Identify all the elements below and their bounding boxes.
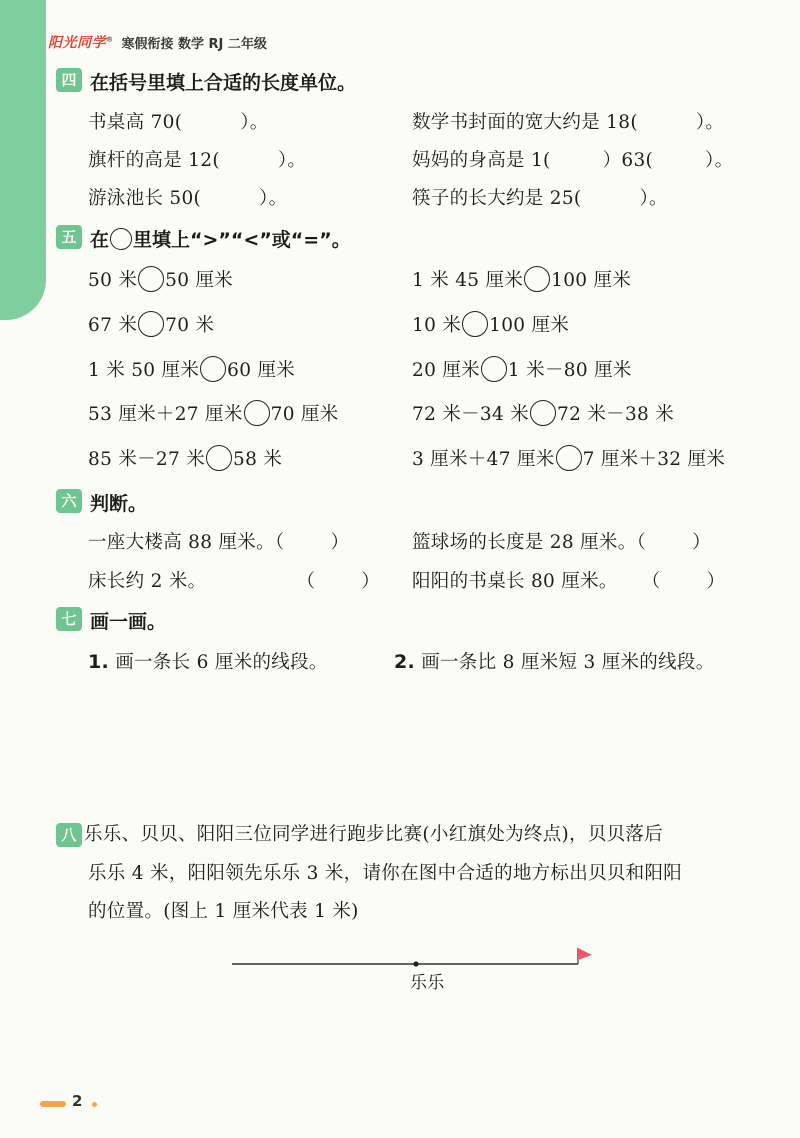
section-title-4: 在括号里填上合适的长度单位。 [90,72,357,94]
section-title-5: 在 里填上“>”“<”或“=”。 [90,229,351,251]
compare-item: 20 厘米 1 米－80 厘米 [412,356,632,384]
section-badge-4: 四 [56,68,82,92]
publisher-logo: 阳光同学® [48,35,114,51]
fill-unit-item: 游泳池长 50( ）。 [88,188,288,209]
compare-circle[interactable] [244,400,270,426]
problem-text [84,816,663,854]
section-badge-5: 五 [56,225,82,249]
header-text: 寒假衔接 数学 RJ 二年级 [121,36,267,52]
fill-unit-item: 数学书封面的宽大约是 18( ）。 [412,112,725,133]
fill-unit-item: 旗杆的高是 12( ）。 [88,150,307,171]
compare-item: 1 米 50 厘米 60 厘米 [88,356,295,384]
section-badge-7: 七 [56,607,82,631]
section-badge-8: 八 [56,823,82,847]
red-flag-icon [578,948,592,960]
compare-circle[interactable] [138,266,164,292]
compare-item: 53 厘米＋27 厘米 70 厘米 [88,400,339,428]
compare-circle[interactable] [138,311,164,337]
compare-item: 67 米 70 米 [88,311,214,339]
judge-item: 床长约 2 米。 （ ） [88,571,381,592]
draw-question-1: 1. 画一条长 6 厘米的线段。 [88,651,328,673]
problem-line: 的位置。(图上 1 厘米代表 1 米) [88,901,359,922]
compare-circle[interactable] [200,356,226,382]
compare-circle-icon [110,228,132,250]
judge-item: 篮球场的长度是 28 厘米。（ ） [412,532,711,553]
judge-item: 一座大楼高 88 厘米。（ ） [88,532,350,553]
problem-line: 乐乐、贝贝、阳阳三位同学进行跑步比赛(小红旗处为终点)，贝贝落后 [84,824,664,845]
compare-circle[interactable] [556,445,582,471]
fill-unit-item: 妈妈的身高是 1( ）63( ）。 [412,150,734,171]
compare-item: 10 米 100 厘米 [412,311,569,339]
compare-item: 3 厘米＋47 厘米 7 厘米＋32 厘米 [412,445,725,473]
compare-circle[interactable] [481,356,507,382]
compare-item: 1 米 45 厘米 100 厘米 [412,266,631,294]
problem-text [88,855,682,893]
section-badge-6: 六 [56,489,82,513]
compare-circle[interactable] [206,445,232,471]
compare-item: 85 米－27 米 58 米 [88,445,282,473]
problem-text [88,893,359,931]
section-title-6: 判断。 [90,493,148,515]
compare-item: 50 米 50 厘米 [88,266,233,294]
problem-line: 乐乐 4 米，阳阳领先乐乐 3 米，请你在图中合适的地方标出贝贝和阳阳 [88,863,683,884]
draw-question-2: 2. 画一条比 8 厘米短 3 厘米的线段。 [394,651,715,673]
page-header [48,30,267,54]
fill-unit-item: 书桌高 70( ）。 [88,112,269,133]
fill-unit-item: 筷子的长大约是 25( ）。 [412,188,668,209]
footer-decoration [40,1101,66,1107]
compare-circle[interactable] [524,266,550,292]
judge-item: 阳阳的书桌长 80 厘米。 （ ） [412,571,726,592]
section-title-7: 画一画。 [90,611,167,633]
page-number: 2 [72,1092,83,1110]
lele-point [413,961,418,966]
compare-circle[interactable] [462,311,488,337]
compare-circle[interactable] [530,400,556,426]
lele-label: 乐乐 [410,973,445,993]
compare-item: 72 米－34 米 72 米－38 米 [412,400,674,428]
footer-dot [92,1102,97,1107]
